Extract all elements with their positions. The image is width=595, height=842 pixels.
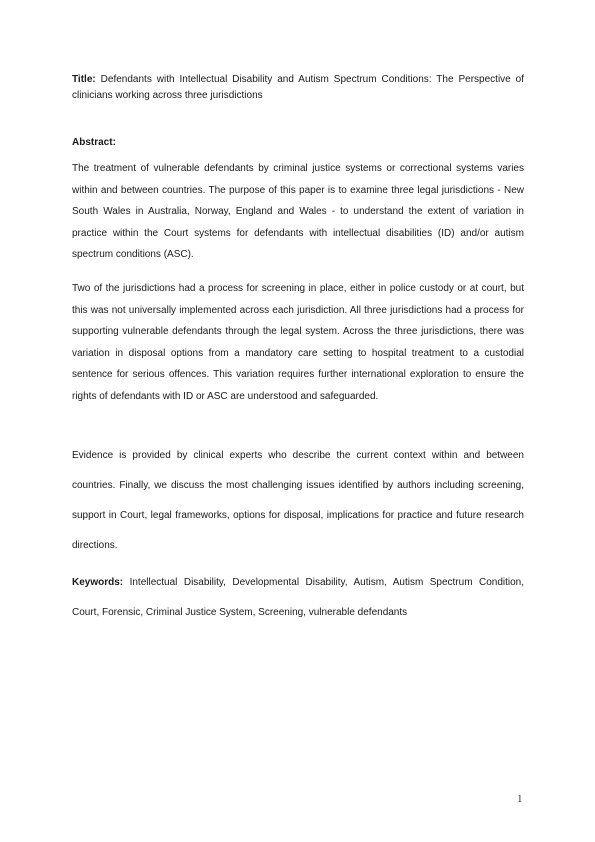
keywords-label: Keywords: — [72, 577, 124, 588]
title-text: Defendants with Intellectual Disability and Autism Spectrum Conditions: The Perspective of clinicians working across three jurisdictions — [72, 74, 525, 101]
abstract-paragraph-3: Evidence is provided by clinical experts who describe the current context within and between countries. Finally, we discuss the most challenging issues identified by authors including screening, support in Court, legal frameworks, options for disposal, implications for practice and future research directions. — [72, 450, 524, 551]
keywords-block — [72, 568, 524, 628]
abstract-heading: Abstract: — [72, 137, 116, 148]
page-number: 1 — [517, 793, 523, 805]
abstract-paragraph-1: The treatment of vulnerable defendants by criminal justice systems or correctional systems varies within and between countries. The purpose of this paper is to examine three legal jurisdictions - New South Wales in Australia, Norway, England and Wales - to understand the extent of variation in practice within the Court systems for defendants with intellectual disabilities (ID) and/or autism spectrum conditions (ASC). — [72, 163, 524, 261]
title-block — [72, 72, 524, 104]
title-label: Title: — [72, 74, 96, 85]
keywords-text: Intellectual Disability, Developmental Disability, Autism, Autism Spectrum Condition, Court, Forensic, Criminal Justice System, Screening, vulnerable defendants — [72, 577, 525, 618]
abstract-paragraph-2: Two of the jurisdictions had a process for screening in place, either in police custody or at court, but this was not universally implemented across each jurisdiction. All three jurisdictions had a process for supporting vulnerable defendants through the legal system. Across the three jurisdictions, there was variation in disposal options from a mandatory care setting to hospital treatment to a custodial sentence for serious offences. This variation requires further international exploration to ensure the rights of defendants with ID or ASC are understood and safeguarded. — [72, 283, 524, 402]
